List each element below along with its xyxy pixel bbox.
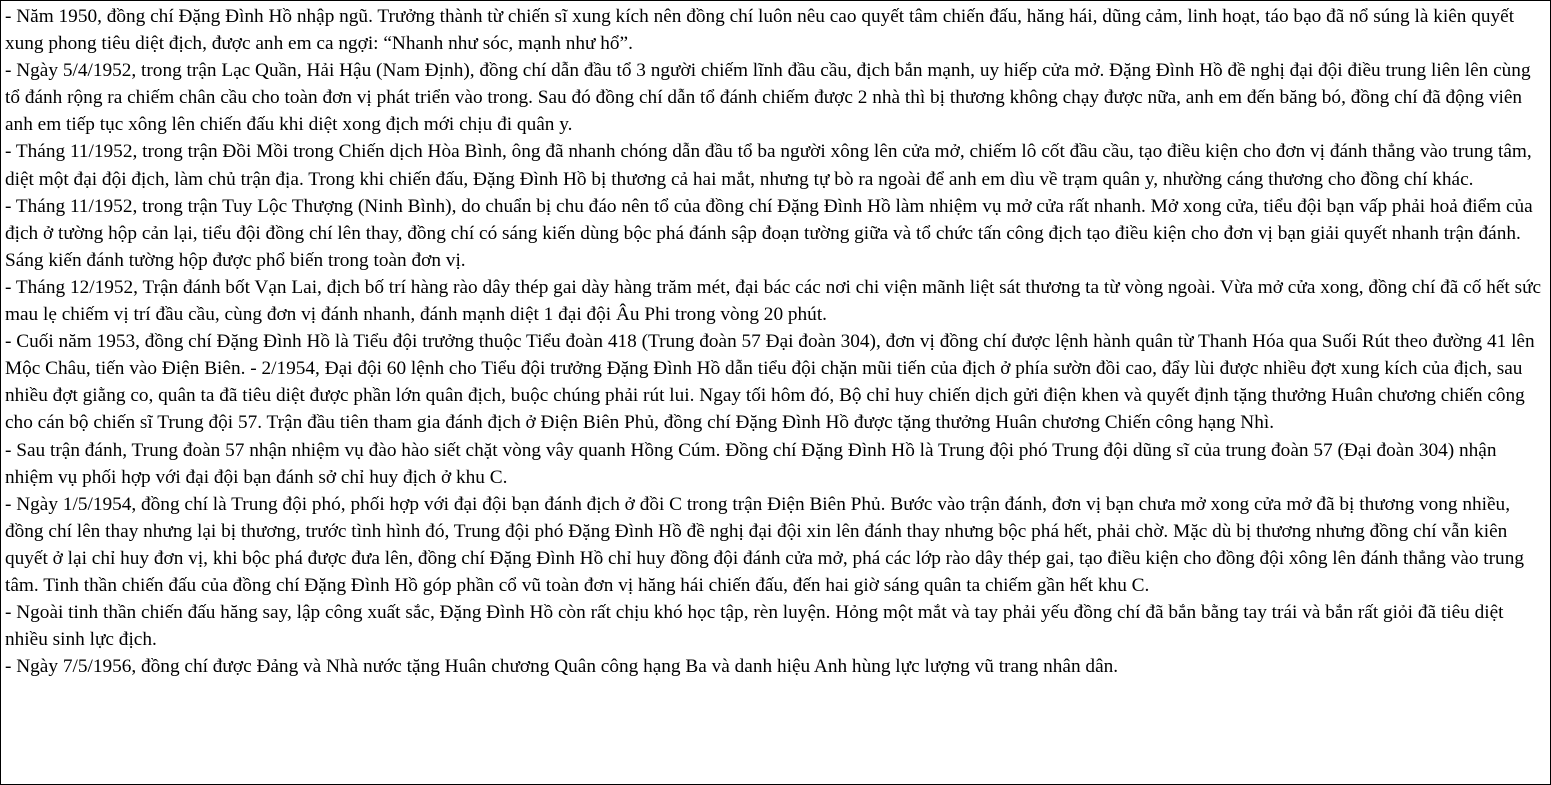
paragraph-1950-enlistment: - Năm 1950, đồng chí Đặng Đình Hồ nhập ngũ. Trưởng thành từ chiến sĩ xung kích nên đồng chí luôn nêu cao quyết tâm chiến đấu, hăng hái, dũng cảm, linh hoạt, táo bạo đã nổ súng là kiên quyết xung phong tiêu diệt địch, được anh em ca ngợi: “Nhanh như sóc, mạnh như hổ”. [5, 6, 1515, 55]
paragraph-tuy-loc-thuong-battle: - Tháng 11/1952, trong trận Tuy Lộc Thượng (Ninh Bình), do chuẩn bị chu đáo nên tổ của đồng chí Đặng Đình Hồ làm nhiệm vụ mở cửa rất nhanh. Mở xong cửa, tiểu đội bạn vấp phải hoả điểm của địch ở tường hộp cản lại, tiểu đội đồng chí lên thay, đồng chí có sáng kiến dùng bộc phá đánh sập đoạn tường giữa và tổ chức tấn công địch tạo điều kiện cho đơn vị bạn giải quyết nhanh trận đánh. Sáng kiến đánh tường hộp được phổ biến trong toàn đơn vị. [5, 195, 1533, 271]
paragraph-lac-quan-battle: - Ngày 5/4/1952, trong trận Lạc Quần, Hải Hậu (Nam Định), đồng chí dẫn đầu tổ 3 người chiếm lĩnh đầu cầu, địch bắn mạnh, uy hiếp cửa mở. Đặng Đình Hồ đề nghị đại đội điều trung liên lên cùng tổ đánh rộng ra chiếm chân cầu cho toàn đơn vị phát triển vào trong. Sau đó đồng chí dẫn tổ đánh chiếm được 2 nhà thì bị thương không chạy được nữa, anh em đến băng bó, đồng chí đã động viên anh em tiếp tục xông lên chiến đấu khi diệt xong địch mới chịu đi quân y. [5, 60, 1531, 136]
paragraph-hill-c-battle: - Ngày 1/5/1954, đồng chí là Trung đội phó, phối hợp với đại đội bạn đánh địch ở đồi C trong trận Điện Biên Phủ. Bước vào trận đánh, đơn vị bạn chưa mở xong cửa mở đã bị thương vong nhiều, đồng chí lên thay nhưng lại bị thương, trước tình hình đó, Trung đội phó Đặng Đình Hồ đề nghị đại đội xin lên đánh thay nhưng bộc phá hết, phải chờ. Mặc dù bị thương nhưng đồng chí vẫn kiên quyết ở lại chỉ huy đơn vị, khi bộc phá được đưa lên, đồng chí Đặng Đình Hồ chỉ huy đồng đội đánh cửa mở, phá các lớp rào dây thép gai, tạo điều kiện cho đồng đội xông lên đánh thẳng vào trung tâm. Tinh thần chiến đấu của đồng chí Đặng Đình Hồ góp phần cổ vũ toàn đơn vị hăng hái chiến đấu, đến hai giờ sáng quân ta chiếm gần hết khu C. [5, 493, 1524, 596]
paragraph-training: - Ngoài tinh thần chiến đấu hăng say, lập công xuất sắc, Đặng Đình Hồ còn rất chịu khó học tập, rèn luyện. Hỏng một mắt và tay phải yếu đồng chí đã bắn bằng tay trái và bắn rất giỏi đã tiêu diệt nhiều sinh lực địch. [5, 602, 1504, 651]
paragraph-hong-cum-siege: - Sau trận đánh, Trung đoàn 57 nhận nhiệm vụ đào hào siết chặt vòng vây quanh Hồng Cúm. Đồng chí Đặng Đình Hồ là Trung đội phó Trung đội dũng sĩ của trung đoàn 57 (Đại đoàn 304) nhận nhiệm vụ phối hợp với đại đội bạn đánh sở chỉ huy địch ở khu C. [5, 439, 1497, 488]
document-body [5, 3, 1547, 680]
paragraph-van-lai-battle: - Tháng 12/1952, Trận đánh bốt Vạn Lai, địch bố trí hàng rào dây thép gai dày hàng trăm mét, đại bác các nơi chi viện mãnh liệt sát thương ta từ vòng ngoài. Vừa mở cửa xong, đồng chí đã cố hết sức mau lẹ chiếm vị trí đầu cầu, cùng đơn vị đánh nhanh, đánh mạnh diệt 1 đại đội Âu Phi trong vòng 20 phút. [5, 276, 1542, 326]
paragraph-doi-moi-battle: - Tháng 11/1952, trong trận Đồi Mồi trong Chiến dịch Hòa Bình, ông đã nhanh chóng dẫn đầu tổ ba người xông lên cửa mở, chiếm lô cốt đầu cầu, tạo điều kiện cho đơn vị đánh thẳng vào trung tâm, diệt một đại đội địch, làm chủ trận địa. Trong khi chiến đấu, Đặng Đình Hồ bị thương cả hai mắt, nhưng tự bò ra ngoài để anh em dìu về trạm quân y, nhường cáng thương cho đồng chí khác. [5, 141, 1532, 190]
paragraph-hero-award: - Ngày 7/5/1956, đồng chí được Đảng và Nhà nước tặng Huân chương Quân công hạng Ba và danh hiệu Anh hùng lực lượng vũ trang nhân dân. [5, 656, 1119, 678]
paragraph-dien-bien-march: - Cuối năm 1953, đồng chí Đặng Đình Hồ là Tiểu đội trưởng thuộc Tiểu đoàn 418 (Trung đoàn 57 Đại đoàn 304), đơn vị đồng chí được lệnh hành quân từ Thanh Hóa qua Suối Rút theo đường 41 lên Mộc Châu, tiến vào Điện Biên. - 2/1954, Đại đội 60 lệnh cho Tiểu đội trưởng Đặng Đình Hồ dẫn tiểu đội chặn mũi tiến của địch ở phía sườn đồi cao, đẩy lùi được nhiều đợt xung kích của địch, sau nhiều đợt giằng co, quân ta đã tiêu diệt được phần lớn quân địch, buộc chúng phải rút lui. Ngay tối hôm đó, Bộ chỉ huy chiến dịch gửi điện khen và quyết định tặng thưởng Huân chương chiến công cho cán bộ chiến sĩ Trung đội 57. Trận đầu tiên tham gia đánh địch ở Điện Biên Phủ, đồng chí Đặng Đình Hồ được tặng thưởng Huân chương Chiến công hạng Nhì. [5, 331, 1535, 434]
